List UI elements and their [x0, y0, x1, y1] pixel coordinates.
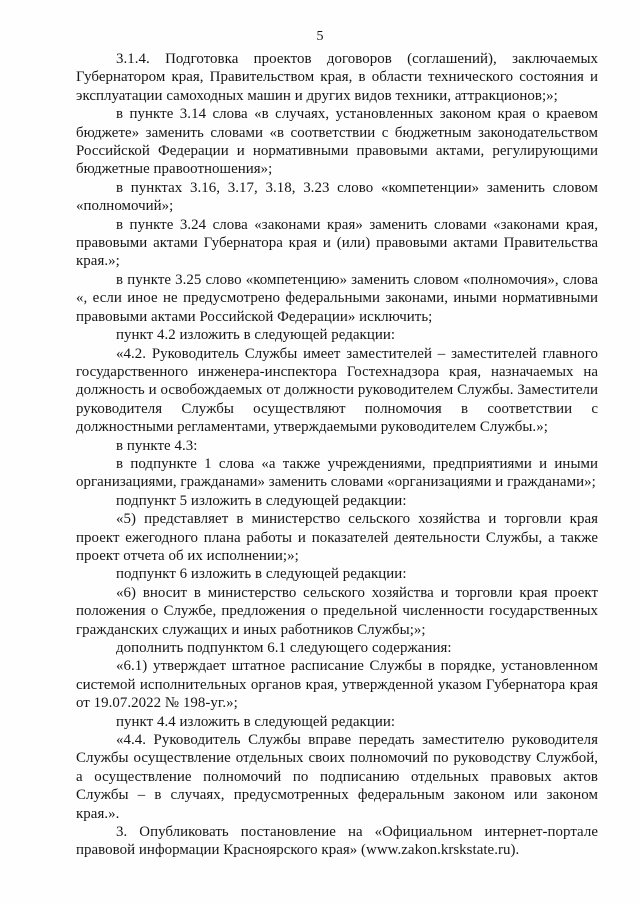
paragraph-3-24: в пункте 3.24 слова «законами края» заменить словами «законами края, правовыми актами Губернатора края и (или) правовыми актами Правительства края.»; — [76, 216, 598, 270]
paragraph-sub-5-intro: подпункт 5 изложить в следующей редакции: — [116, 492, 407, 509]
page-number: 5 — [316, 29, 324, 44]
paragraph-3-25: в пункте 3.25 слово «компетенцию» заменить словом «полномочия», слова «, если иное не предусмотрено федеральными законами, иными нормативными правовыми актами Российской Федерации» исключить; — [76, 271, 598, 325]
paragraph-4-3-sub-1: в подпункте 1 слова «а также учреждениями, предприятиями и иными организациями, гражданами» заменить словами «организациями и гражданами»; — [76, 455, 598, 491]
paragraph-sub-5-text: «5) представляет в министерство сельского хозяйства и торговли края проект ежегодного плана работы и показателей деятельности Службы, а также проект отчета об их исполнении;»; — [76, 511, 598, 564]
paragraph-sub-6-intro: подпункт 6 изложить в следующей редакции: — [116, 566, 407, 583]
paragraph-3-1-4: 3.1.4. Подготовка проектов договоров (соглашений), заключаемых Губернатором края, Правительством края, в области технического состояния и эксплуатации самоходных машин и других видов техники, аттракционов;»; — [76, 51, 598, 104]
paragraph-sub-6-1-text: «6.1) утверждает штатное расписание Службы в порядке, установленном системой исполнительных органов края, утвержденной указом Губернатора края от 19.07.2022 № 198-уг.»; — [76, 658, 598, 712]
paragraph-4-2-text: «4.2. Руководитель Службы имеет заместителей – заместителей главного государственного инженера-инспектора Гостехнадзора края, назначаемых на должность и освобождаемых от должности руководителем Службы. Заместители руководителя Службы осуществляют полномочия в соответствии с должностными регламентами, утверждаемыми руководителем Службы.»; — [76, 345, 598, 436]
paragraph-4-3-intro: в пункте 4.3: — [116, 437, 198, 454]
document-body — [76, 50, 598, 860]
paragraph-sub-6-text: «6) вносит в министерство сельского хозяйства и торговли края проект положения о Службе, предложения о предельной численности государственных гражданских служащих и иных работников Службы;»; — [76, 584, 598, 638]
paragraph-sub-6-1-intro: дополнить подпунктом 6.1 следующего содержания: — [116, 640, 452, 656]
paragraph-3-14: в пункте 3.14 слова «в случаях, установленных законом края о краевом бюджете» заменить словами «в соответствии с бюджетным законодательством Российской Федерации и нормативными правовыми актами, регулирующими бюджетные правоотношения»; — [76, 106, 598, 178]
paragraph-3-16: в пунктах 3.16, 3.17, 3.18, 3.23 слово «компетенции» заменить словом «полномочий»; — [76, 179, 598, 215]
paragraph-item-3-publish: 3. Опубликовать постановление на «Официальном интернет-портале правовой информации Красноярского края» (www.zakon.krskstate.ru). — [76, 824, 598, 859]
paragraph-4-4-text: «4.4. Руководитель Службы вправе передать заместителю руководителя Службы осуществление отдельных своих полномочий по руководству Службой, а осуществление полномочий по подписанию отдельных правовых актов Службы – в случаях, предусмотренных федеральным законом или законом края.». — [76, 732, 598, 822]
paragraph-4-4-intro: пункт 4.4 изложить в следующей редакции: — [116, 713, 396, 730]
paragraph-4-2-intro: пункт 4.2 изложить в следующей редакции: — [116, 327, 396, 344]
